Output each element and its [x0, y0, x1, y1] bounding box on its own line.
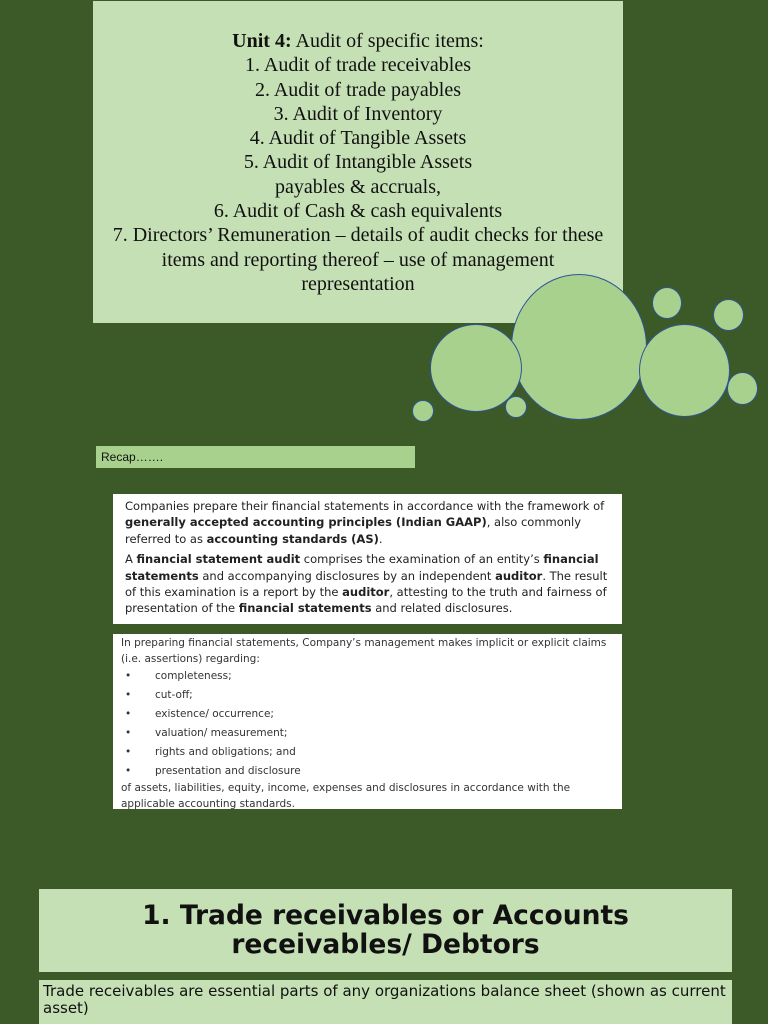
- assertions-outro: of assets, liabilities, equity, income, expenses and disclosures in accordance with the applicable accounting standards.: [121, 782, 571, 810]
- decorative-circle: [727, 372, 758, 405]
- list-item-text: presentation and disclosure: [155, 765, 301, 777]
- list-item-text: existence/ occurrence;: [155, 708, 274, 720]
- bold-run: financial statements: [238, 601, 372, 616]
- assertions-card: [113, 634, 622, 809]
- list-item: [121, 743, 616, 762]
- recap-label: Recap…….: [96, 446, 415, 468]
- bold-run: accounting standards (AS): [206, 531, 379, 546]
- text-run: and accompanying disclosures by an independent: [198, 568, 496, 583]
- text-run: , attesting to the truth and fairness of presentation of the: [125, 585, 607, 616]
- list-item: [121, 686, 616, 705]
- list-item-text: cut-off;: [155, 689, 193, 701]
- gaap-paragraph: [125, 498, 612, 547]
- text-run: comprises the examination of an entity’s: [300, 552, 544, 567]
- text-run: and related disclosures.: [371, 601, 513, 616]
- list-item-text: completeness;: [155, 670, 232, 682]
- decorative-circle: [639, 324, 730, 417]
- list-item: [121, 724, 616, 743]
- text-run: A: [125, 552, 137, 567]
- unit-item: 3. Audit of Inventory: [273, 102, 443, 125]
- unit-syllabus-box: [93, 1, 623, 323]
- unit-item: 4. Audit of Tangible Assets: [249, 127, 467, 150]
- bold-run: auditor: [342, 585, 390, 600]
- audit-paragraph: [125, 551, 612, 617]
- unit-title: [93, 29, 623, 53]
- list-item: [121, 667, 616, 686]
- bold-run: generally accepted accounting principles (Indian GAAP): [125, 515, 487, 530]
- assertions-list: [121, 667, 616, 781]
- bullet-icon: •: [125, 765, 132, 777]
- decorative-circle: [713, 299, 744, 331]
- list-item-text: valuation/ measurement;: [155, 727, 288, 739]
- unit-label: Unit 4:: [232, 30, 292, 52]
- list-item: [121, 705, 616, 724]
- unit-item: 5. Audit of Intangible Assets: [243, 151, 473, 174]
- section-intro: Trade receivables are essential parts of any organizations balance sheet (shown as current asset): [39, 980, 732, 1024]
- text-run: . The result of this examination is a report by the: [125, 568, 608, 600]
- unit-item: 1. Audit of trade receivables: [244, 54, 472, 77]
- section-heading: [39, 889, 732, 972]
- bold-run: financial statement audit: [136, 552, 301, 567]
- decorative-circle: [505, 396, 527, 418]
- heading-line: receivables/ Debtors: [231, 929, 540, 960]
- bullet-icon: •: [125, 689, 132, 701]
- bold-run: financial statements: [125, 552, 599, 583]
- text-run: .: [378, 531, 383, 546]
- unit-item: 6. Audit of Cash & cash equivalents: [213, 200, 503, 223]
- decorative-circle: [652, 287, 682, 319]
- text-run: Companies prepare their financial statements in accordance with the framework of: [125, 499, 605, 513]
- bullet-icon: •: [125, 670, 132, 682]
- decorative-circle: [511, 274, 647, 420]
- gaap-audit-card: [113, 494, 622, 624]
- assertions-intro: In preparing financial statements, Company’s management makes implicit or explicit claims (i.e. assertions) regarding:: [121, 637, 607, 665]
- text-run: , also commonly referred to as: [125, 515, 582, 546]
- unit-title-text: Audit of specific items:: [291, 30, 484, 52]
- bullet-icon: •: [125, 708, 132, 720]
- unit-item: 2. Audit of trade payables: [254, 78, 462, 101]
- decorative-circle: [412, 400, 434, 422]
- unit-item: 7. Directors’ Remuneration – details of audit checks for these items and reporting thereof – use of management representation: [112, 224, 604, 295]
- bold-run: auditor: [495, 568, 543, 583]
- unit-item: payables & accruals,: [274, 175, 442, 198]
- heading-line: 1. Trade receivables or Accounts: [142, 900, 629, 931]
- bullet-icon: •: [125, 746, 132, 758]
- bullet-icon: •: [125, 727, 132, 739]
- list-item-text: rights and obligations; and: [155, 746, 296, 758]
- list-item: [121, 762, 616, 781]
